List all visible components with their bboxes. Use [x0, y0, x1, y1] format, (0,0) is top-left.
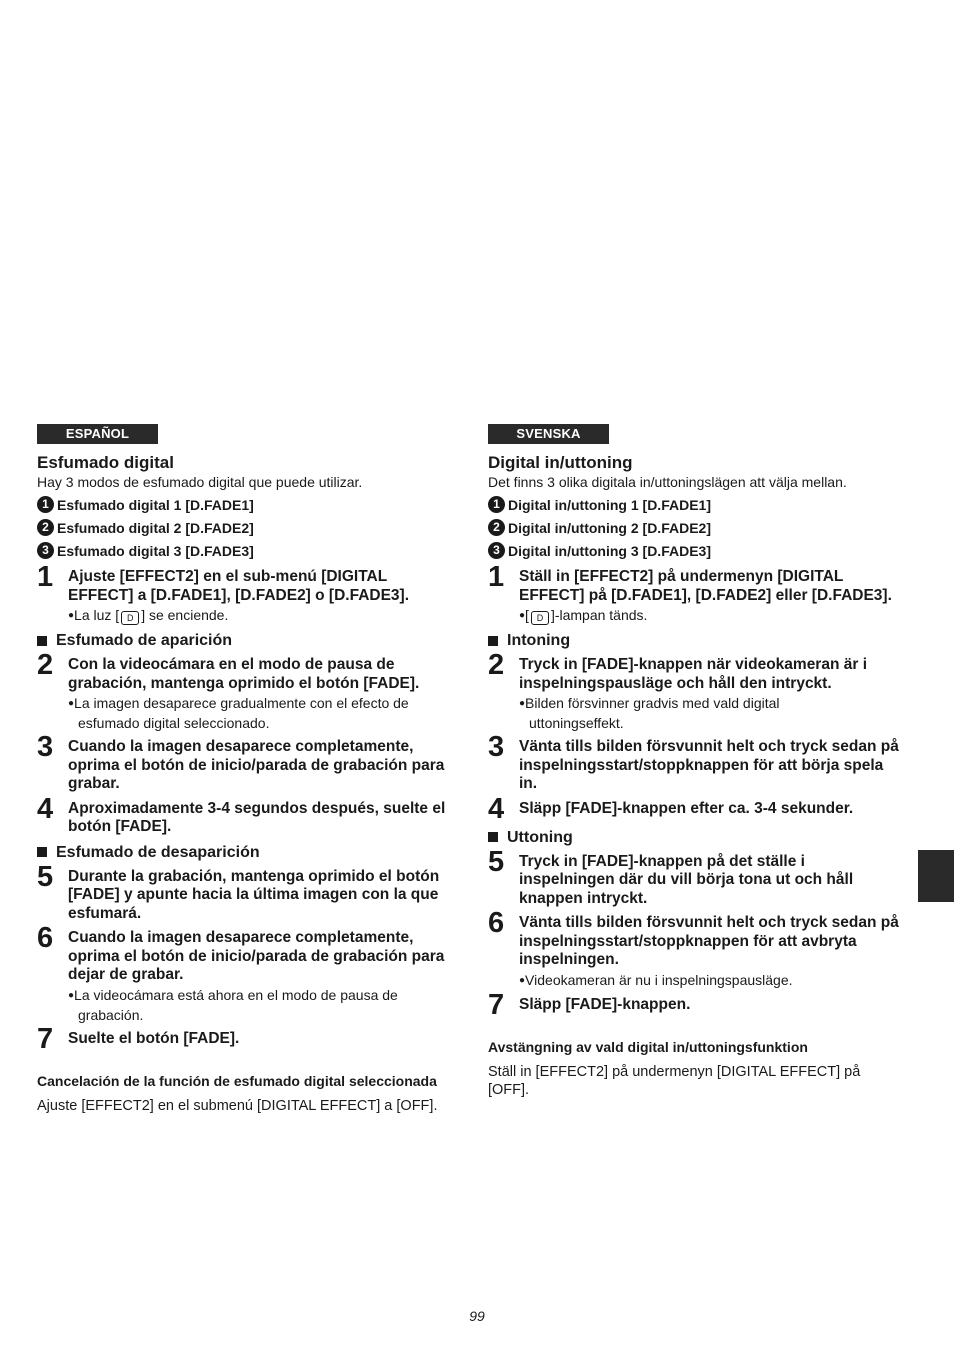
- step-text: Släpp [FADE]-knappen efter ca. 3-4 sekunder.: [519, 799, 854, 817]
- step-text: Tryck in [FADE]-knappen på det ställe i inspelningen där du vill börja tona ut och håll knappen intryckt.: [519, 852, 854, 907]
- square-bullet-icon: [37, 636, 47, 646]
- step-4: [488, 792, 903, 825]
- step-number: 7: [37, 1022, 54, 1055]
- step-note: ●Videokameran är nu i inspelningspausläge.: [519, 971, 793, 988]
- step-text: Tryck in [FADE]-knappen när videokameran är i inspelningspausläge och håll den intryckt.: [519, 656, 868, 692]
- step-7: [488, 988, 903, 1021]
- mode-item: 1 Esfumado digital 1 [D.FADE1]: [37, 493, 452, 516]
- step-text: Con la videocámara en el modo de pausa de grabación, mantenga oprimido el botón [FADE].: [68, 656, 420, 692]
- section-title: Esfumado digital: [37, 453, 174, 472]
- step-6: [488, 907, 903, 990]
- swedish-column: [488, 424, 903, 1100]
- step-5: [488, 845, 903, 909]
- page-number: 99: [469, 1308, 485, 1324]
- subhead-fade-out: Esfumado de desaparición: [37, 843, 452, 862]
- step-3: [488, 731, 903, 794]
- mode-item: 2 Esfumado digital 2 [D.FADE2]: [37, 516, 452, 539]
- step-2: [488, 649, 903, 732]
- mode-number-icon: 2: [488, 519, 505, 536]
- step-text: Aproximadamente 3-4 segundos después, suelte el botón [FADE].: [68, 799, 446, 835]
- step-note: ●La videocámara está ahora en el modo de pausa de: [68, 986, 398, 1003]
- section-title: Digital in/uttoning: [488, 453, 633, 472]
- step-number: 3: [488, 731, 505, 763]
- step-number: 4: [488, 792, 505, 825]
- step-number: 3: [37, 731, 54, 763]
- step-note: ●[ D ]-lampan tänds.: [519, 607, 648, 623]
- language-tab-spanish: ESPAÑOL: [37, 424, 158, 444]
- mode-item: 3 Esfumado digital 3 [D.FADE3]: [37, 539, 452, 562]
- subhead-fade-out: Uttoning: [488, 828, 903, 847]
- intro-text: Hay 3 modos de esfumado digital que puede utilizar.: [37, 474, 363, 490]
- cancel-title: Avstängning av vald digital in/uttoningsfunktion: [488, 1038, 808, 1055]
- mode-number-icon: 1: [488, 496, 505, 513]
- step-number: 2: [37, 649, 54, 681]
- step-note-cont: grabación.: [78, 1006, 144, 1023]
- step-text: Ajuste [EFFECT2] en el sub-menú [DIGITAL EFFECT] a [D.FADE1], [D.FADE2] o [D.FADE3].: [68, 568, 410, 604]
- step-note-cont: esfumado digital seleccionado.: [78, 715, 270, 731]
- step-number: 5: [488, 845, 505, 878]
- step-7: [37, 1022, 452, 1055]
- square-bullet-icon: [37, 847, 47, 857]
- mode-item: 2 Digital in/uttoning 2 [D.FADE2]: [488, 516, 903, 539]
- chapter-edge-tab: [918, 850, 954, 902]
- step-text: Durante la grabación, mantenga oprimido el botón [FADE] y apunte hacia la última imagen con la que esfumará.: [68, 867, 440, 922]
- step-6: [37, 922, 452, 1024]
- subhead-fade-in: Intoning: [488, 631, 903, 650]
- step-number: 1: [37, 561, 54, 593]
- indicator-lamp-icon: D: [121, 611, 139, 625]
- mode-number-icon: 1: [37, 496, 54, 513]
- step-number: 6: [488, 907, 505, 939]
- step-5: [37, 860, 452, 924]
- step-number: 2: [488, 649, 505, 681]
- language-tab-swedish: SVENSKA: [488, 424, 609, 444]
- step-1: [37, 561, 452, 625]
- subhead-fade-in: Esfumado de aparición: [37, 631, 452, 650]
- step-number: 6: [37, 922, 54, 954]
- step-note: ●Bilden försvinner gradvis med vald digital: [519, 695, 780, 711]
- step-number: 7: [488, 988, 505, 1021]
- step-text: Cuando la imagen desaparece completamente, oprima el botón de inicio/parada de grabación para grabar.: [68, 738, 445, 792]
- mode-item: 3 Digital in/uttoning 3 [D.FADE3]: [488, 539, 903, 562]
- step-text: Vänta tills bilden försvunnit helt och tryck sedan på inspelningsstart/stoppknappen för att börja spela in.: [519, 738, 899, 792]
- indicator-lamp-icon: D: [531, 611, 549, 625]
- mode-number-icon: 3: [488, 542, 505, 559]
- cancel-text: Ställ in [EFFECT2] på undermenyn [DIGITAL EFFECT] på [OFF].: [488, 1063, 861, 1098]
- step-4: [37, 792, 452, 837]
- square-bullet-icon: [488, 832, 498, 842]
- step-number: 1: [488, 561, 505, 593]
- step-note: ●La imagen desaparece gradualmente con el efecto de: [68, 695, 409, 711]
- step-text: Ställ in [EFFECT2] på undermenyn [DIGITAL EFFECT] på [D.FADE1], [D.FADE2] eller [D.FADE3].: [519, 568, 892, 604]
- step-2: [37, 649, 452, 732]
- step-number: 5: [37, 860, 54, 893]
- step-text: Vänta tills bilden försvunnit helt och tryck sedan på inspelningsstart/stoppknappen för att avbryta inspelningen.: [519, 914, 899, 968]
- step-number: 4: [37, 792, 54, 825]
- step-3: [37, 731, 452, 794]
- cancel-title: Cancelación de la función de esfumado digital seleccionada: [37, 1072, 437, 1089]
- step-note-cont: uttoningseffekt.: [529, 715, 624, 731]
- step-text: Cuando la imagen desaparece completamente, oprima el botón de inicio/parada de grabación para dejar de grabar.: [68, 929, 445, 983]
- mode-number-icon: 2: [37, 519, 54, 536]
- step-text: Suelte el botón [FADE].: [68, 1029, 240, 1047]
- cancel-text: Ajuste [EFFECT2] en el submenú [DIGITAL EFFECT] a [OFF].: [37, 1097, 438, 1114]
- step-1: [488, 561, 903, 625]
- step-text: Släpp [FADE]-knappen.: [519, 995, 691, 1013]
- square-bullet-icon: [488, 636, 498, 646]
- intro-text: Det finns 3 olika digitala in/uttoningslägen att välja mellan.: [488, 474, 847, 490]
- spanish-column: [37, 424, 452, 1115]
- mode-number-icon: 3: [37, 542, 54, 559]
- step-note: ●La luz [ D ] se enciende.: [68, 607, 229, 623]
- mode-item: 1 Digital in/uttoning 1 [D.FADE1]: [488, 493, 903, 516]
